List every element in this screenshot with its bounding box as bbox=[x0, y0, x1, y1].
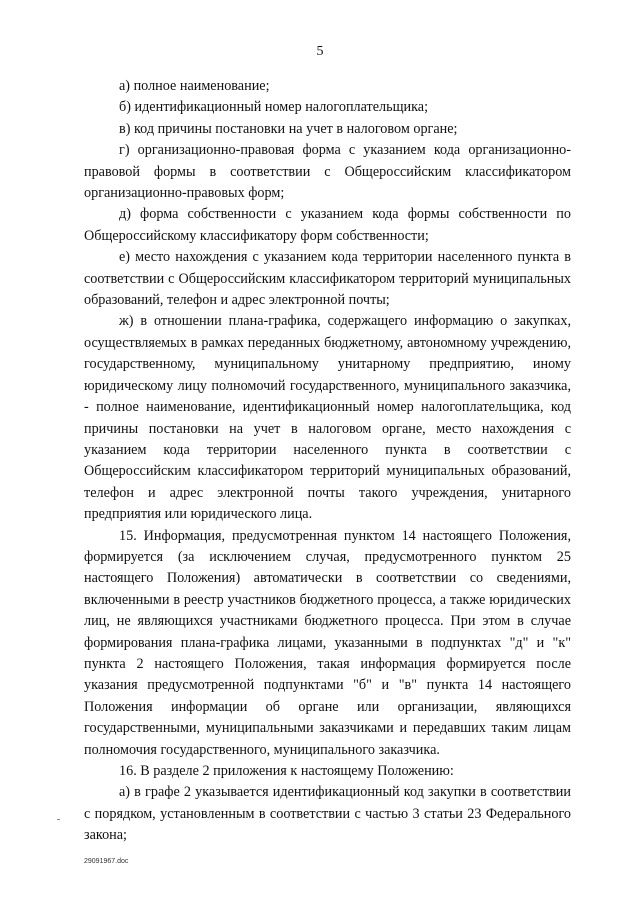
paragraph-16-section-2: 16. В разделе 2 приложения к настоящему Положению: bbox=[119, 763, 454, 779]
paragraph-16a-column-2: а) в графе 2 указывается идентификационный код закупки в соответствии с порядком, установленным в соответствии с частью 3 статьи 23 Федерального закона; bbox=[84, 784, 571, 844]
page-number: 5 bbox=[316, 44, 324, 59]
paragraph-d-ownership-form: д) форма собственности с указанием кода формы собственности по Общероссийскому классификатору форм собственности; bbox=[84, 206, 571, 244]
paragraph-15-information: 15. Информация, предусмотренная пунктом 14 настоящего Положения, формируется (за исключением случая, предусмотренного пунктом 25 настоящего Положения) автоматически в соответствии со сведениями, включенными в реестр участников бюджетного процесса, а также юридических лиц, не являющихся участниками бюджетного процесса. При этом в случае формирования плана-графика лицами, указанными в подпунктах "д" и "к" пункта 2 настоящего Положения, такая информация формируется после указания предусмотренной подпунктами "б" и "в" пункта 14 настоящего Положения информации об органе или организации, являющихся государственными, муниципальными заказчиками и передавших таким лицам полномочия государственного, муниципального заказчика. bbox=[84, 527, 571, 758]
document-body bbox=[84, 76, 571, 847]
paragraph-g-legal-form: г) организационно-правовая форма с указанием кода организационно-правовой формы в соответствии с Общероссийским классификатором организационно-правовых форм; bbox=[84, 142, 571, 202]
paragraph-a-full-name: а) полное наименование; bbox=[119, 78, 270, 94]
paragraph-zh-schedule: ж) в отношении плана-графика, содержащего информацию о закупках, осуществляемых в рамках переданных бюджетному, автономному учреждению, государственному, муниципальному унитарному предприятию, иному юридическому лицу полномочий государственного, муниципального заказчика, - полное наименование, идентификационный номер налогоплательщика, код причины постановки на учет в налоговом органе, место нахождения с указанием кода территории населенного пункта в соответствии с Общероссийским классификатором территорий муниципальных образований, телефон и адрес электронной почты такого учреждения, унитарного предприятия или юридического лица. bbox=[84, 313, 571, 523]
paragraph-e-location: е) место нахождения с указанием кода территории населенного пункта в соответствии с Общероссийским классификатором территорий муниципальных образований, телефон и адрес электронной почты; bbox=[84, 249, 571, 309]
paragraph-v-kpp: в) код причины постановки на учет в налоговом органе; bbox=[119, 120, 458, 137]
paragraph-b-inn: б) идентификационный номер налогоплательщика; bbox=[119, 99, 429, 116]
margin-mark bbox=[57, 819, 60, 820]
footer-filename: 29091967.doc bbox=[84, 858, 129, 865]
